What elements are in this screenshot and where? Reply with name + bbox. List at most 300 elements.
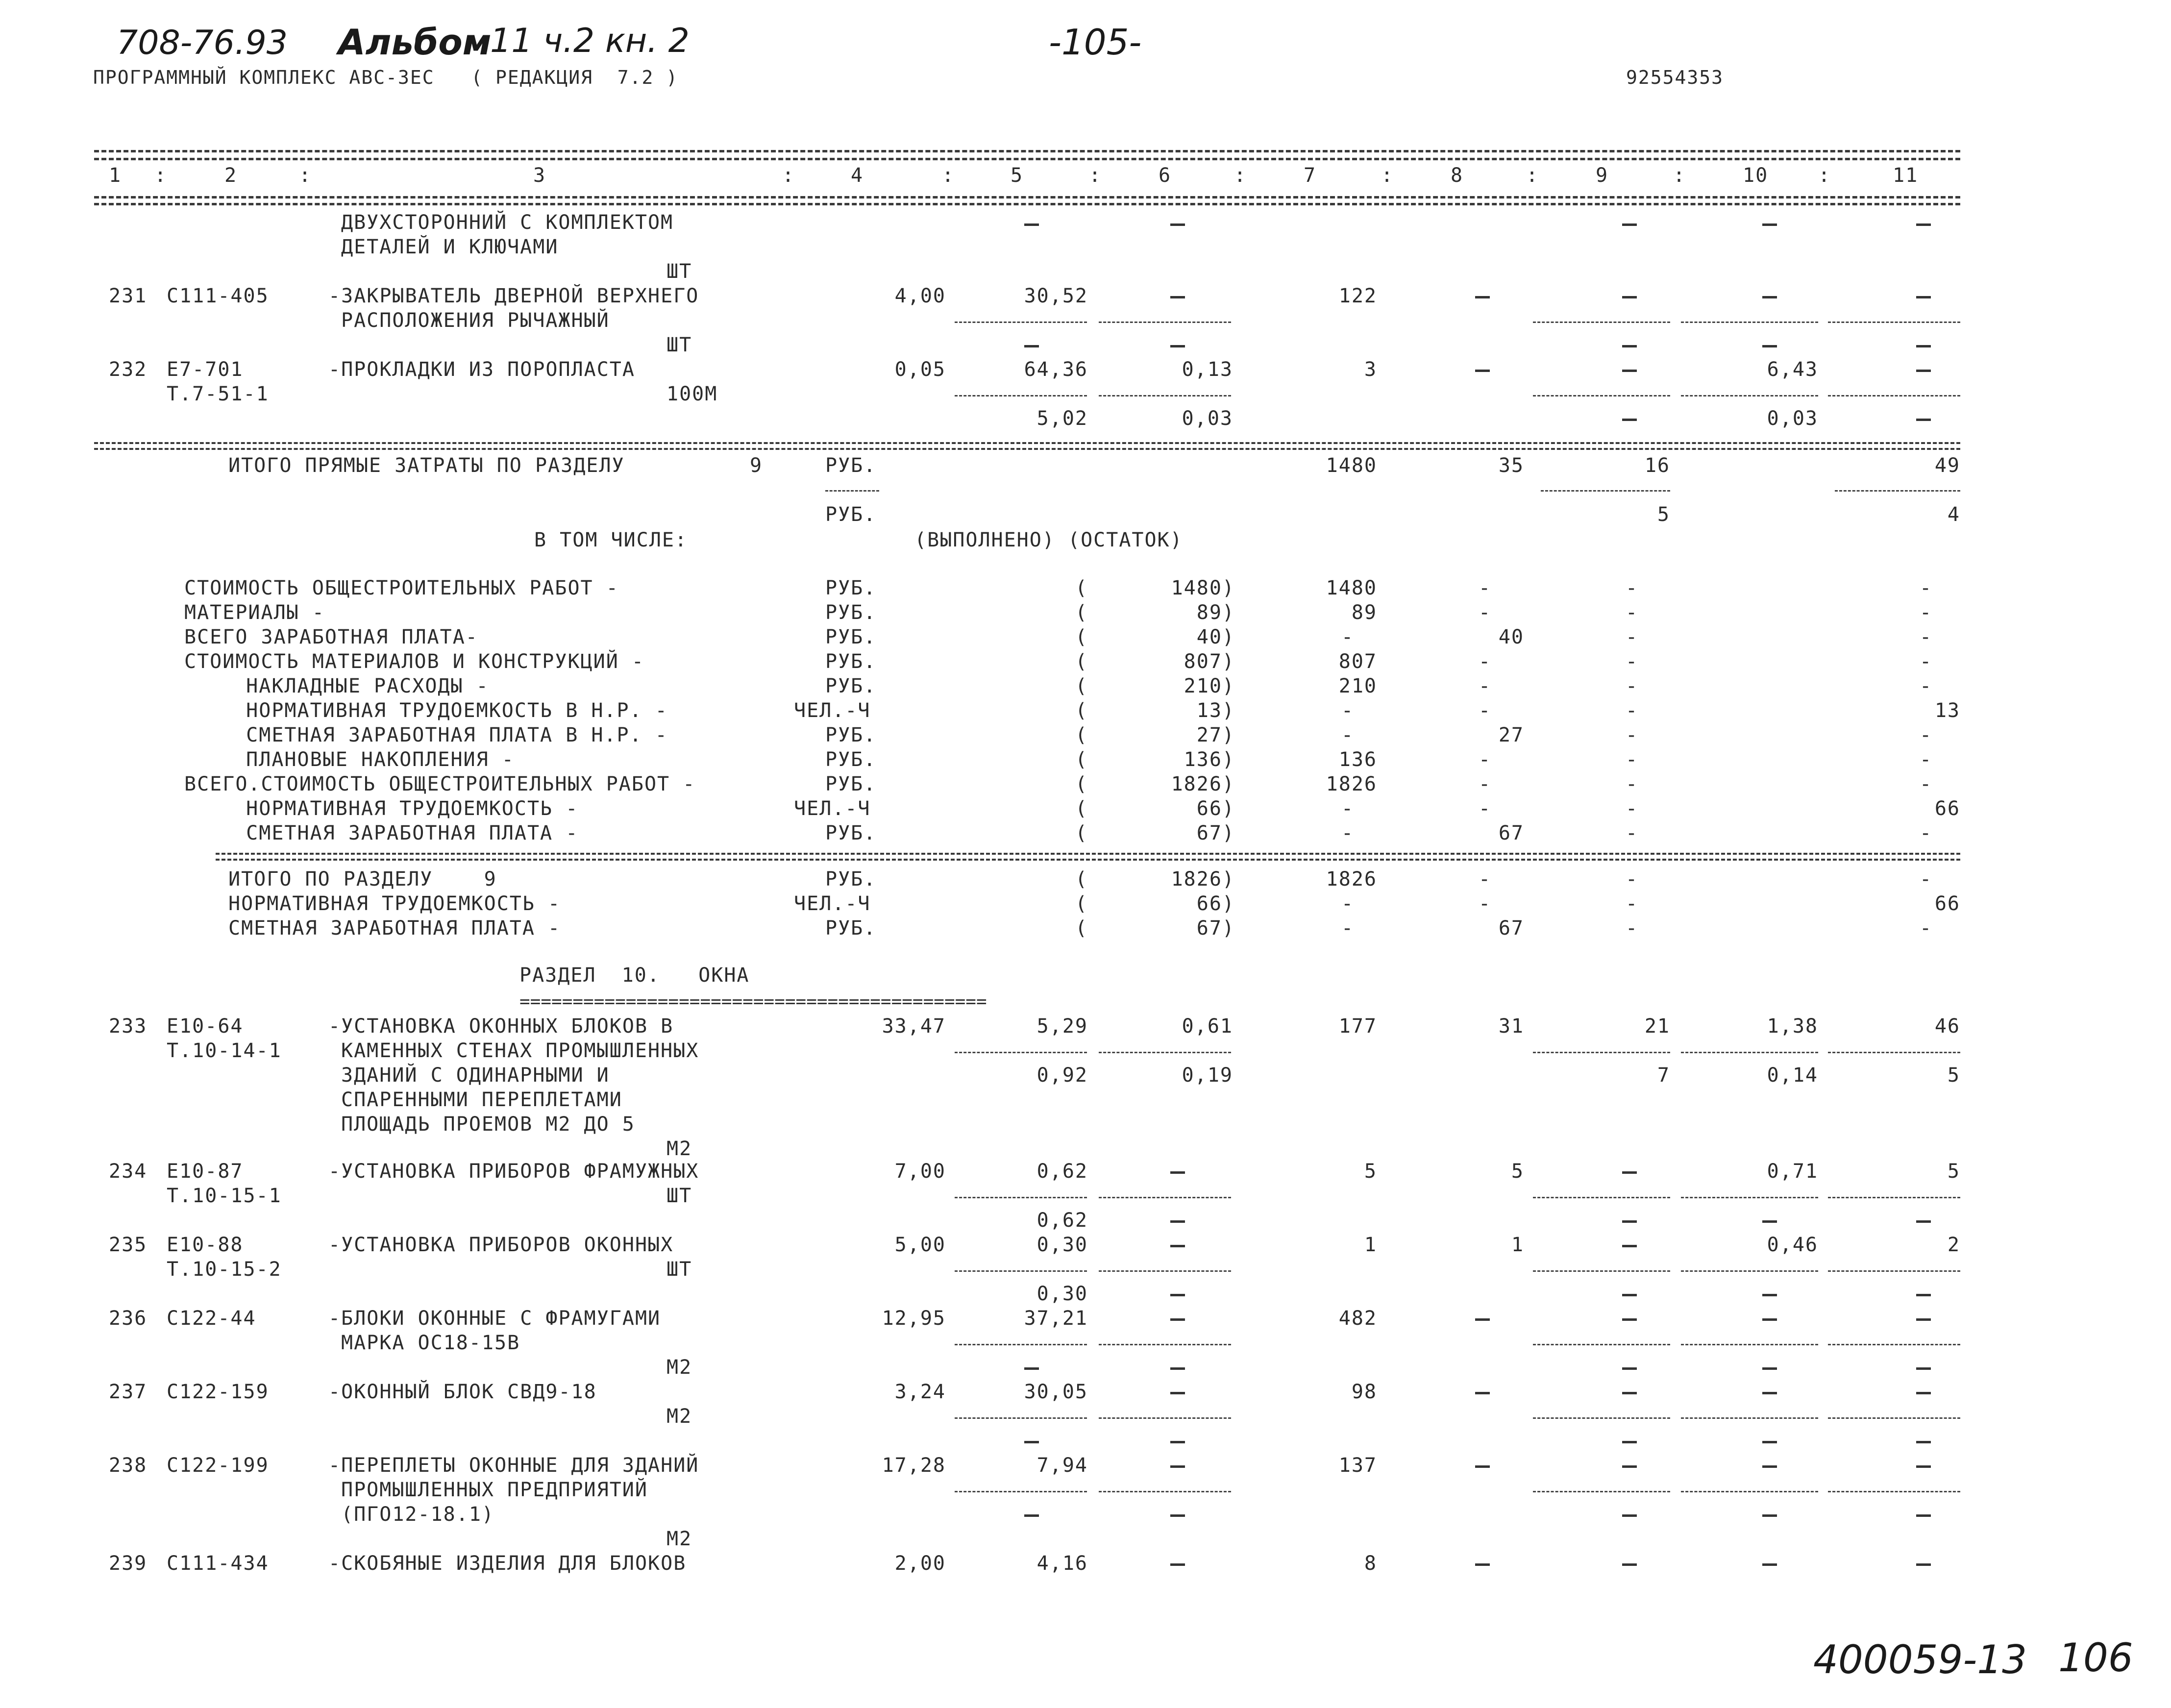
row-col8: 1 — [1511, 1234, 1524, 1256]
dash-mark — [1622, 1392, 1637, 1394]
paren-open: ( — [1075, 601, 1088, 624]
breakdown-col8: - — [1478, 650, 1492, 673]
final-col7: 1826 — [1326, 868, 1377, 891]
paren-open: ( — [1075, 797, 1088, 820]
col-4: 4 — [851, 164, 864, 187]
row-desc: РАСПОЛОЖЕНИЯ РЫЧАЖНЫЙ — [341, 309, 610, 332]
final-col8: 67 — [1498, 917, 1524, 940]
row-price-b: 0,92 — [1036, 1064, 1088, 1087]
dash-mark — [1916, 1465, 1931, 1468]
section-title-underline: ============================================ — [519, 993, 987, 1011]
breakdown-col9: - — [1625, 822, 1639, 844]
breakdown-col7: 807 — [1338, 650, 1377, 673]
row-desc: -БЛОКИ ОКОННЫЕ С ФРАМУГАМИ — [328, 1307, 661, 1330]
sub-rule — [1681, 1491, 1818, 1492]
breakdown-col11: - — [1919, 748, 1933, 771]
total-col9-b: 5 — [1657, 503, 1670, 526]
breakdown-col11: - — [1919, 650, 1933, 673]
dash-mark — [1622, 419, 1637, 421]
sub-rule — [1828, 322, 1960, 323]
row-number: 235 — [109, 1234, 148, 1256]
dash-mark — [1170, 345, 1185, 347]
dash-mark — [1916, 1294, 1931, 1296]
breakdown-unit: РУБ. — [825, 724, 877, 746]
breakdown-done: 807) — [1184, 650, 1235, 673]
col-11: 11 — [1893, 164, 1919, 187]
dash-mark — [1762, 1563, 1777, 1566]
row-number: 232 — [109, 358, 148, 381]
breakdown-unit: ЧЕЛ.-Ч — [794, 797, 871, 820]
col-9: 9 — [1596, 164, 1609, 187]
row-col10: 0,46 — [1767, 1234, 1818, 1256]
handwritten-part: 11 ч.2 кн. 2 — [490, 22, 690, 60]
dash-mark — [1622, 370, 1637, 372]
breakdown-label: СМЕТНАЯ ЗАРАБОТНАЯ ПЛАТА В Н.Р. - — [221, 724, 668, 746]
paren-open: ( — [1075, 699, 1088, 722]
breakdown-col7: - — [1341, 797, 1355, 820]
row-code-ref: Т.10-14-1 — [167, 1040, 282, 1062]
rule-subtotal — [216, 853, 1960, 855]
col-6: 6 — [1159, 164, 1172, 187]
dash-mark — [1916, 1392, 1931, 1394]
row-unit: ШТ — [666, 334, 692, 356]
sub-rule — [1533, 1344, 1670, 1345]
row-desc: -УСТАНОВКА ПРИБОРОВ ФРАМУЖНЫХ — [328, 1160, 699, 1183]
row-col6-b: 0,03 — [1182, 407, 1233, 430]
paren-open: ( — [1075, 675, 1088, 697]
dash-mark — [1170, 1318, 1185, 1321]
row-price: 4,16 — [1036, 1552, 1088, 1575]
row-quantity: 33,47 — [882, 1015, 946, 1038]
col-sep: : — [1673, 164, 1686, 187]
final-col8: - — [1478, 868, 1492, 891]
sub-rule — [1681, 1197, 1818, 1198]
sub-rule — [1099, 1491, 1231, 1492]
sub-rule — [1681, 322, 1818, 323]
breakdown-col7: 136 — [1338, 748, 1377, 771]
row-col9-b: 7 — [1657, 1064, 1670, 1087]
sub-rule — [1681, 1417, 1818, 1419]
row-code: Е10-64 — [167, 1015, 244, 1038]
row-desc: ЗДАНИЙ С ОДИНАРНЫМИ И — [341, 1064, 610, 1087]
breakdown-done: 89) — [1196, 601, 1235, 624]
total-col9: 16 — [1644, 454, 1670, 477]
row-col7: 122 — [1338, 285, 1377, 307]
row-code: С111-405 — [167, 285, 269, 307]
total-unit: РУБ. — [825, 454, 877, 477]
row-desc: -ОКОННЫЙ БЛОК СВД9-18 — [328, 1381, 597, 1403]
row-unit: М2 — [666, 1356, 692, 1379]
total-col7: 1480 — [1326, 454, 1377, 477]
breakdown-col11: 66 — [1934, 797, 1960, 820]
dash-mark — [1916, 1563, 1931, 1566]
breakdown-done: 210) — [1184, 675, 1235, 697]
breakdown-col8: - — [1478, 797, 1492, 820]
sub-rule — [1099, 1417, 1231, 1419]
dash-mark — [1762, 223, 1777, 226]
col-7: 7 — [1304, 164, 1317, 187]
row-code: С122-44 — [167, 1307, 256, 1330]
row-col10-b: 0,14 — [1767, 1064, 1818, 1087]
row-desc: КАМЕННЫХ СТЕНАХ ПРОМЫШЛЕННЫХ — [341, 1040, 699, 1062]
row-number: 238 — [109, 1454, 148, 1477]
breakdown-unit: РУБ. — [825, 650, 877, 673]
breakdown-col11: - — [1919, 675, 1933, 697]
final-col11: 66 — [1934, 892, 1960, 915]
paren-open: ( — [1075, 650, 1088, 673]
sub-rule — [1533, 1491, 1670, 1492]
row-quantity: 0,05 — [894, 358, 946, 381]
breakdown-unit: РУБ. — [825, 773, 877, 795]
final-label: ИТОГО ПО РАЗДЕЛУ 9 — [228, 868, 497, 891]
row-code: С122-159 — [167, 1381, 269, 1403]
row-col10-b: 0,03 — [1767, 407, 1818, 430]
sub-rule — [955, 322, 1087, 323]
sub-rule — [1533, 1052, 1670, 1053]
sub-rule — [955, 1491, 1087, 1492]
dash-mark — [1622, 1171, 1637, 1174]
dash-mark — [1916, 1514, 1931, 1517]
total-col11-b: 4 — [1947, 503, 1960, 526]
breakdown-col8: - — [1478, 577, 1492, 599]
dash-mark — [1762, 1514, 1777, 1517]
breakdown-col11: 13 — [1934, 699, 1960, 722]
col-10: 10 — [1743, 164, 1769, 187]
breakdown-col11: - — [1919, 773, 1933, 795]
row-price: 5,29 — [1036, 1015, 1088, 1038]
dash-mark — [1170, 1465, 1185, 1468]
paren-open: ( — [1075, 868, 1088, 891]
row-col10: 0,71 — [1767, 1160, 1818, 1183]
handwritten-sheet-number: 106 — [2058, 1635, 2133, 1681]
dash-mark — [1475, 1318, 1490, 1321]
sub-rule — [1099, 395, 1231, 396]
row-quantity: 4,00 — [894, 285, 946, 307]
breakdown-label: СТОИМОСТЬ МАТЕРИАЛОВ И КОНСТРУКЦИЙ - — [184, 650, 644, 673]
row-desc: -ПРОКЛАДКИ ИЗ ПОРОПЛАСТА — [328, 358, 635, 381]
sub-rule — [825, 490, 879, 492]
dash-mark — [1762, 1441, 1777, 1443]
sub-rule — [1533, 1197, 1670, 1198]
final-col9: - — [1625, 868, 1639, 891]
row-quantity: 3,24 — [894, 1381, 946, 1403]
breakdown-col7: 89 — [1351, 601, 1377, 624]
row-quantity: 7,00 — [894, 1160, 946, 1183]
row-col7: 5 — [1364, 1160, 1377, 1183]
breakdown-unit: РУБ. — [825, 748, 877, 771]
section-title: РАЗДЕЛ 10. ОКНА — [519, 964, 750, 987]
breakdown-label: ВСЕГО.СТОИМОСТЬ ОБЩЕСТРОИТЕЛЬНЫХ РАБОТ - — [184, 773, 696, 795]
row-code-ref: Т.7-51-1 — [167, 383, 269, 405]
breakdown-label: НОРМАТИВНАЯ ТРУДОЕМКОСТЬ - — [221, 797, 579, 820]
breakdown-col8: - — [1478, 748, 1492, 771]
sub-rule — [1828, 395, 1960, 396]
breakdown-done: 13) — [1196, 699, 1235, 722]
dash-mark — [1622, 1220, 1637, 1223]
final-label: СМЕТНАЯ ЗАРАБОТНАЯ ПЛАТА - — [228, 917, 561, 940]
dash-mark — [1762, 296, 1777, 298]
final-col8: - — [1478, 892, 1492, 915]
final-unit: РУБ. — [825, 868, 877, 891]
rule-section-2 — [94, 448, 1960, 450]
breakdown-done: 136) — [1184, 748, 1235, 771]
breakdown-col8: - — [1478, 601, 1492, 624]
sub-rule — [1681, 1270, 1818, 1272]
dash-mark — [1622, 1563, 1637, 1566]
sub-rule — [1828, 1197, 1960, 1198]
row-number: 237 — [109, 1381, 148, 1403]
col-2: 2 — [224, 164, 238, 187]
total-label: ИТОГО ПРЯМЫЕ ЗАТРАТЫ ПО РАЗДЕЛУ — [228, 454, 625, 477]
sub-rule — [1099, 1270, 1231, 1272]
done-rest-label: (ВЫПОЛНЕНО) (ОСТАТОК) — [914, 529, 1183, 551]
row-quantity: 12,95 — [882, 1307, 946, 1330]
breakdown-col9: - — [1625, 724, 1639, 746]
row-col7: 137 — [1338, 1454, 1377, 1477]
breakdown-col7: 1826 — [1326, 773, 1377, 795]
sub-rule — [955, 395, 1087, 396]
dash-mark — [1170, 1171, 1185, 1174]
dash-mark — [1475, 1392, 1490, 1394]
row-quantity: 17,28 — [882, 1454, 946, 1477]
row-unit: М2 — [666, 1405, 692, 1428]
breakdown-col9: - — [1625, 748, 1639, 771]
row-desc: -ПЕРЕПЛЕТЫ ОКОННЫЕ ДЛЯ ЗДАНИЙ — [328, 1454, 699, 1477]
sub-rule — [955, 1417, 1087, 1419]
row-col10: 1,38 — [1767, 1015, 1818, 1038]
dash-mark — [1762, 1220, 1777, 1223]
row-col7: 8 — [1364, 1552, 1377, 1575]
row-quantity: 2,00 — [894, 1552, 946, 1575]
breakdown-col11: - — [1919, 626, 1933, 648]
breakdown-col7: 210 — [1338, 675, 1377, 697]
final-done: 1826) — [1171, 868, 1235, 891]
paren-open: ( — [1075, 773, 1088, 795]
row-col7: 3 — [1364, 358, 1377, 381]
row-price: 37,21 — [1024, 1307, 1088, 1330]
breakdown-label: ПЛАНОВЫЕ НАКОПЛЕНИЯ - — [221, 748, 515, 771]
sub-rule — [955, 1197, 1087, 1198]
final-done: 66) — [1196, 892, 1235, 915]
dash-mark — [1170, 1245, 1185, 1247]
dash-mark — [1762, 1294, 1777, 1296]
sub-rule — [1828, 1344, 1960, 1345]
total-col8: 35 — [1498, 454, 1524, 477]
row-number: 234 — [109, 1160, 148, 1183]
row-unit: М2 — [666, 1138, 692, 1160]
dash-mark — [1170, 1220, 1185, 1223]
row-col11: 5 — [1947, 1160, 1960, 1183]
dash-mark — [1170, 1514, 1185, 1517]
final-col7: - — [1341, 892, 1355, 915]
breakdown-col7: - — [1341, 822, 1355, 844]
col-sep: : — [1234, 164, 1247, 187]
breakdown-col7: - — [1341, 699, 1355, 722]
row-number: 236 — [109, 1307, 148, 1330]
row-desc: СПАРЕННЫМИ ПЕРЕПЛЕТАМИ — [341, 1089, 622, 1111]
dash-mark — [1916, 296, 1931, 298]
dash-mark — [1024, 223, 1039, 226]
breakdown-unit: ЧЕЛ.-Ч — [794, 699, 871, 722]
breakdown-done: 67) — [1196, 822, 1235, 844]
row-price: 30,52 — [1024, 285, 1088, 307]
handwritten-archive-code: 400059-13 — [1813, 1637, 2027, 1683]
col-sep: : — [299, 164, 312, 187]
col-sep: : — [1381, 164, 1394, 187]
sub-rule — [1828, 1491, 1960, 1492]
sub-rule — [1099, 1344, 1231, 1345]
breakdown-col7: 1480 — [1326, 577, 1377, 599]
dash-mark — [1475, 370, 1490, 372]
col-3: 3 — [533, 164, 546, 187]
total-section-number: 9 — [750, 454, 763, 477]
row-col6: 0,13 — [1182, 358, 1233, 381]
dash-mark — [1622, 223, 1637, 226]
col-sep: : — [1818, 164, 1831, 187]
row-code-ref: Т.10-15-1 — [167, 1185, 282, 1207]
row-desc: МАРКА ОС18-15В — [341, 1332, 520, 1354]
breakdown-label: НОРМАТИВНАЯ ТРУДОЕМКОСТЬ В Н.Р. - — [221, 699, 668, 722]
row-unit: 100М — [666, 383, 718, 405]
row-number: 231 — [109, 285, 148, 307]
breakdown-label: СМЕТНАЯ ЗАРАБОТНАЯ ПЛАТА - — [221, 822, 579, 844]
final-col7: - — [1341, 917, 1355, 940]
dash-mark — [1622, 1245, 1637, 1247]
dash-mark — [1024, 1514, 1039, 1517]
col-1: 1 — [109, 164, 122, 187]
breakdown-col9: - — [1625, 675, 1639, 697]
breakdown-label: НАКЛАДНЫЕ РАСХОДЫ - — [221, 675, 489, 697]
dash-mark — [1762, 1392, 1777, 1394]
breakdown-col11: - — [1919, 601, 1933, 624]
sub-rule — [955, 1052, 1087, 1053]
sub-rule — [1099, 1197, 1231, 1198]
breakdown-col7: - — [1341, 724, 1355, 746]
row-price: 64,36 — [1024, 358, 1088, 381]
unit-prev: ШТ — [666, 260, 692, 283]
row-code: Е10-88 — [167, 1234, 244, 1256]
dash-mark — [1622, 1294, 1637, 1296]
dash-mark — [1916, 1220, 1931, 1223]
breakdown-col9: - — [1625, 601, 1639, 624]
row-unit: ШТ — [666, 1258, 692, 1281]
row-price: 30,05 — [1024, 1381, 1088, 1403]
dash-mark — [1170, 1367, 1185, 1370]
dash-mark — [1916, 1318, 1931, 1321]
dash-mark — [1622, 1465, 1637, 1468]
dash-mark — [1024, 345, 1039, 347]
total-unit-b: РУБ. — [825, 503, 877, 526]
dash-mark — [1475, 1465, 1490, 1468]
breakdown-col9: - — [1625, 626, 1639, 648]
dash-mark — [1170, 296, 1185, 298]
final-done: 67) — [1196, 917, 1235, 940]
dash-mark — [1916, 1367, 1931, 1370]
dash-mark — [1762, 1465, 1777, 1468]
rule-subtotal-2 — [216, 859, 1960, 861]
sub-rule — [1533, 1270, 1670, 1272]
row-col9: 21 — [1644, 1015, 1670, 1038]
sub-rule — [1541, 490, 1670, 492]
breakdown-col9: - — [1625, 773, 1639, 795]
breakdown-done: 1480) — [1171, 577, 1235, 599]
breakdown-col9: - — [1625, 797, 1639, 820]
sub-rule — [1533, 1417, 1670, 1419]
final-col11: - — [1919, 868, 1933, 891]
sub-rule — [955, 1344, 1087, 1345]
row-price-b: 5,02 — [1036, 407, 1088, 430]
sub-rule — [1099, 1052, 1231, 1053]
breakdown-col8: 40 — [1498, 626, 1524, 648]
paren-open: ( — [1075, 892, 1088, 915]
dash-mark — [1170, 1563, 1185, 1566]
dash-mark — [1170, 1441, 1185, 1443]
col-sep: : — [154, 164, 168, 187]
row-col11: 46 — [1934, 1015, 1960, 1038]
including-label: В ТОМ ЧИСЛЕ: — [534, 529, 688, 551]
row-code: С122-199 — [167, 1454, 269, 1477]
row-number: 239 — [109, 1552, 148, 1575]
breakdown-label: ВСЕГО ЗАРАБОТНАЯ ПЛАТА- — [184, 626, 478, 648]
col-sep: : — [1089, 164, 1102, 187]
col-sep: : — [782, 164, 795, 187]
paren-open: ( — [1075, 577, 1088, 599]
document-code: 92554353 — [1626, 67, 1724, 88]
breakdown-col8: - — [1478, 773, 1492, 795]
dash-mark — [1475, 296, 1490, 298]
paren-open: ( — [1075, 822, 1088, 844]
breakdown-col8: 27 — [1498, 724, 1524, 746]
sub-rule — [1099, 322, 1231, 323]
row-unit: М2 — [666, 1528, 692, 1550]
paren-open: ( — [1075, 626, 1088, 648]
row-code: С111-434 — [167, 1552, 269, 1575]
row-price: 0,30 — [1036, 1234, 1088, 1256]
dash-mark — [1762, 345, 1777, 347]
sub-rule — [1681, 1052, 1818, 1053]
dash-mark — [1475, 1563, 1490, 1566]
row-col7: 482 — [1338, 1307, 1377, 1330]
breakdown-col8: 67 — [1498, 822, 1524, 844]
row-col7: 1 — [1364, 1234, 1377, 1256]
breakdown-unit: РУБ. — [825, 577, 877, 599]
paren-open: ( — [1075, 748, 1088, 771]
final-unit: ЧЕЛ.-Ч — [794, 892, 871, 915]
paren-open: ( — [1075, 917, 1088, 940]
breakdown-unit: РУБ. — [825, 601, 877, 624]
row-col8: 31 — [1498, 1015, 1524, 1038]
row-code-ref: Т.10-15-2 — [167, 1258, 282, 1281]
dash-mark — [1622, 296, 1637, 298]
breakdown-label: МАТЕРИАЛЫ - — [184, 601, 325, 624]
dash-mark — [1916, 419, 1931, 421]
breakdown-done: 1826) — [1171, 773, 1235, 795]
row-col6: 0,61 — [1182, 1015, 1233, 1038]
row-desc: -УСТАНОВКА ОКОННЫХ БЛОКОВ В — [328, 1015, 674, 1038]
desc-prev-line2: ДЕТАЛЕЙ И КЛЮЧАМИ — [341, 236, 559, 258]
rule-top-2 — [94, 158, 1960, 160]
handwritten-page-number: -105- — [1049, 22, 1142, 63]
col-8: 8 — [1451, 164, 1464, 187]
row-col8: 5 — [1511, 1160, 1524, 1183]
paren-open: ( — [1075, 724, 1088, 746]
row-price-b: 0,62 — [1036, 1209, 1088, 1232]
row-col11: 2 — [1947, 1234, 1960, 1256]
dash-mark — [1622, 1318, 1637, 1321]
breakdown-col9: - — [1625, 650, 1639, 673]
sub-rule — [1533, 322, 1670, 323]
final-unit: РУБ. — [825, 917, 877, 940]
